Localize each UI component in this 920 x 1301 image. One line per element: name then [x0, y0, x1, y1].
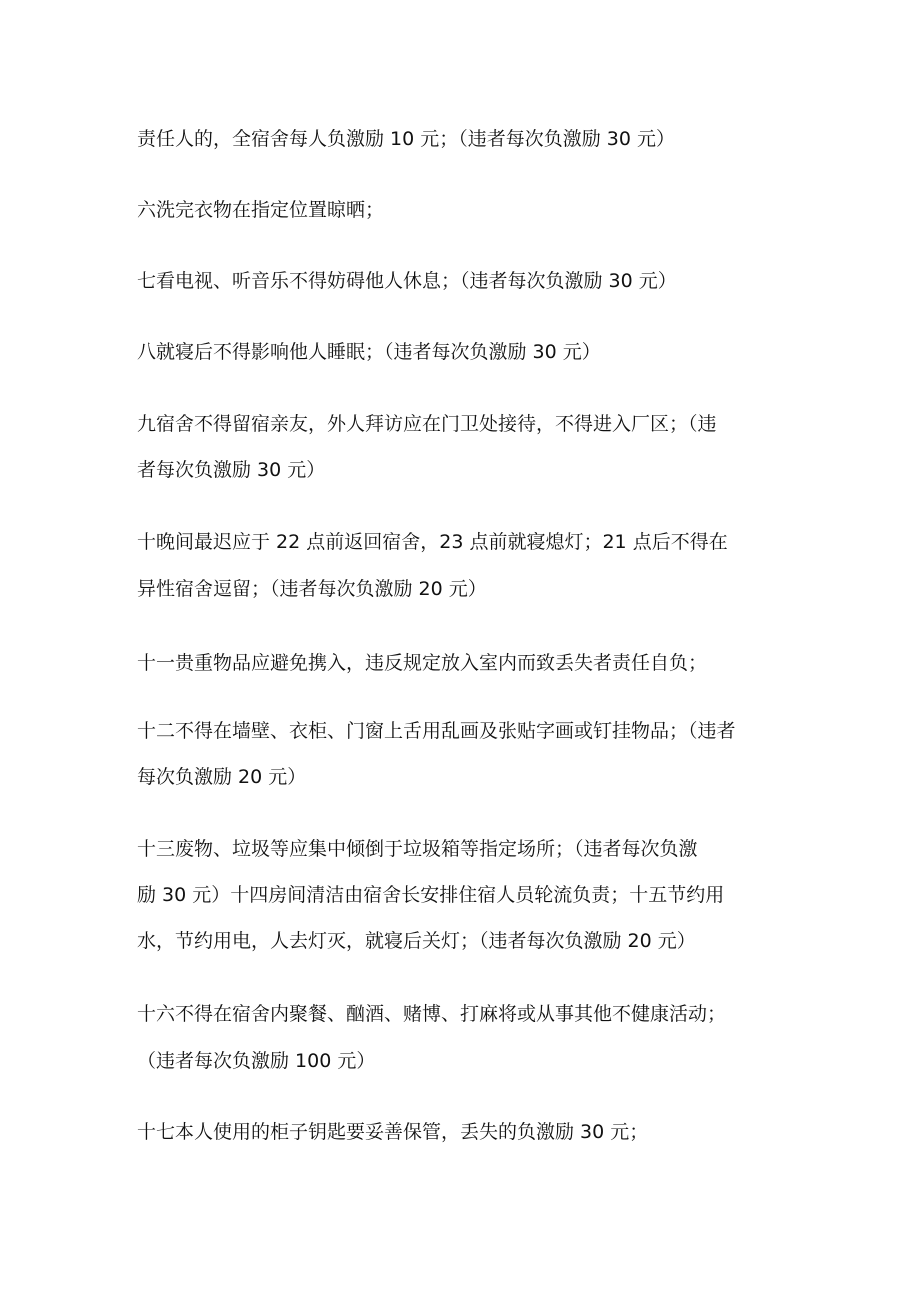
text-line: 八就寝后不得影响他人睡眠；（违者每次负激励 30 元） — [137, 341, 601, 363]
text-line: 七看电视、听音乐不得妨碍他人休息；（违者每次负激励 30 元） — [137, 270, 677, 292]
text-line: 九宿舍不得留宿亲友，外人拜访应在门卫处接待，不得进入厂区；（违 — [137, 413, 717, 435]
paragraph-1 — [137, 130, 797, 152]
paragraph-5 — [137, 415, 797, 483]
text-line: 十一贵重物品应避免携入，违反规定放入室内而致丢失者责任自负； — [137, 652, 708, 674]
text-line: 责任人的，全宿舍每人负激励 10 元；（违者每次负激励 30 元） — [137, 128, 676, 150]
text-line: 十六不得在宿舍内聚餐、酗酒、赌博、打麻将或从事其他不健康活动； — [137, 1003, 727, 1025]
text-line: （违者每次负激励 100 元） — [137, 1050, 376, 1072]
paragraph-7 — [137, 654, 797, 676]
paragraph-9 — [137, 840, 797, 954]
text-line: 十晚间最迟应于 22 点前返回宿舍，23 点前就寝熄灯；21 点后不得在 — [137, 531, 728, 553]
text-line: 者每次负激励 30 元） — [137, 459, 326, 481]
text-line: 每次负激励 20 元） — [137, 766, 307, 788]
paragraph-4 — [137, 343, 797, 365]
paragraph-2 — [137, 201, 797, 223]
text-line: 异性宿舍逗留；（违者每次负激励 20 元） — [137, 578, 487, 600]
text-line: 十二不得在墙壁、衣柜、门窗上舌用乱画及张贴字画或钉挂物品；（违者 — [137, 720, 736, 742]
text-line: 十三废物、垃圾等应集中倾倒于垃圾箱等指定场所；（违者每次负激 — [137, 838, 698, 860]
paragraph-3 — [137, 272, 797, 294]
paragraph-10 — [137, 1005, 797, 1074]
paragraph-6 — [137, 533, 797, 602]
paragraph-8 — [137, 722, 797, 790]
paragraph-11 — [137, 1123, 797, 1145]
text-line: 水，节约用电，人去灯灭，就寝后关灯；（违者每次负激励 20 元） — [137, 930, 696, 952]
text-line: 六洗完衣物在指定位置晾晒； — [137, 199, 385, 221]
text-line: 励 30 元）十四房间清洁由宿舍长安排住宿人员轮流负责；十五节约用 — [137, 884, 725, 906]
text-line: 十七本人使用的柜子钥匙要妥善保管，丢失的负激励 30 元； — [137, 1121, 649, 1143]
